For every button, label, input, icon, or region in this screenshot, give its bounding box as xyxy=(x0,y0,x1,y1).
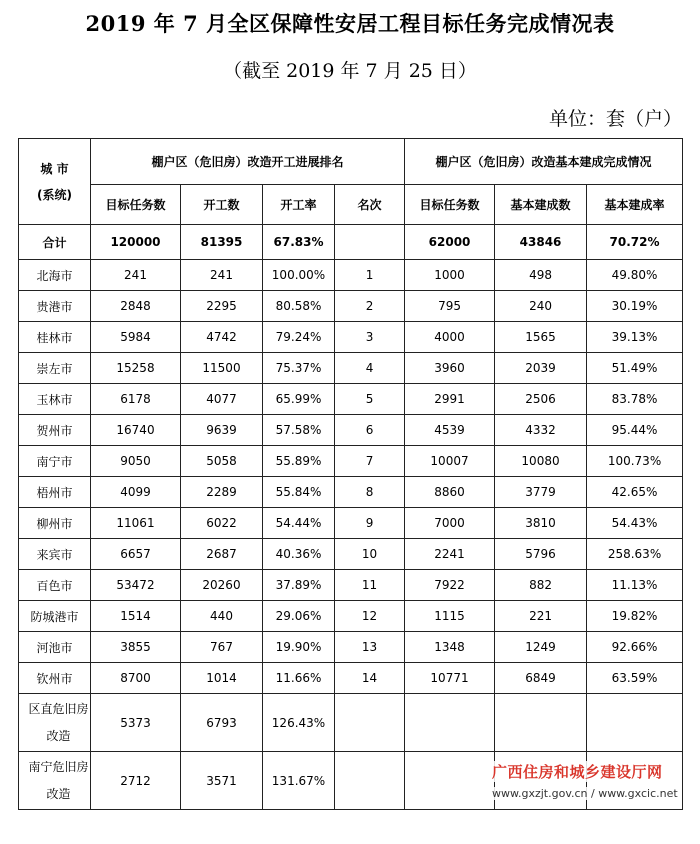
cell-target: 3855 xyxy=(91,632,181,663)
cell-target: 8700 xyxy=(91,663,181,694)
cell-target: 5984 xyxy=(91,322,181,353)
table-row xyxy=(19,291,683,322)
cell-start-rate: 80.58% xyxy=(263,291,335,322)
cell-start-rate: 57.58% xyxy=(263,415,335,446)
cell-rank: 11 xyxy=(335,570,405,601)
cell-rank: 3 xyxy=(335,322,405,353)
unit-label: 单位：套（户） xyxy=(548,108,682,130)
cell-target: 2848 xyxy=(91,291,181,322)
cell-city-name: 钦州市 xyxy=(19,663,91,694)
header-group-start: 棚户区（危旧房）改造开工进展排名 xyxy=(91,139,405,185)
cell-rank: 6 xyxy=(335,415,405,446)
cell-started: 9639 xyxy=(181,415,263,446)
cell-target2: 1000 xyxy=(405,260,495,291)
cell-started: 20260 xyxy=(181,570,263,601)
table-row xyxy=(19,353,683,384)
cell-started: 241 xyxy=(181,260,263,291)
cell-built: 1565 xyxy=(495,322,587,353)
cell-city-name: 柳州市 xyxy=(19,508,91,539)
cell-empty xyxy=(405,694,495,752)
cell-rank: 7 xyxy=(335,446,405,477)
cell-target2: 1115 xyxy=(405,601,495,632)
cell-built: 3810 xyxy=(495,508,587,539)
cell-rank: 4 xyxy=(335,353,405,384)
table-row xyxy=(19,539,683,570)
progress-table xyxy=(18,138,683,810)
cell-start-rate: 55.84% xyxy=(263,477,335,508)
cell-start-rate: 126.43% xyxy=(263,694,335,752)
cell-target2: 2991 xyxy=(405,384,495,415)
cell-start-rate: 79.24% xyxy=(263,322,335,353)
cell-empty xyxy=(495,694,587,752)
cell-rank: 5 xyxy=(335,384,405,415)
cell-start-rate: 11.66% xyxy=(263,663,335,694)
cell-city-name: 桂林市 xyxy=(19,322,91,353)
total-built-rate: 70.72% xyxy=(587,225,683,260)
cell-city-name: 百色市 xyxy=(19,570,91,601)
cell-built-rate: 39.13% xyxy=(587,322,683,353)
col-header-started: 开工数 xyxy=(181,185,263,225)
cell-started: 2295 xyxy=(181,291,263,322)
cell-started: 6793 xyxy=(181,694,263,752)
cell-started: 4742 xyxy=(181,322,263,353)
cell-target2: 8860 xyxy=(405,477,495,508)
page-title: 2019 年 7 月全区保障性安居工程目标任务完成情况表 xyxy=(85,11,615,36)
table-row xyxy=(19,260,683,291)
cell-built-rate: 100.73% xyxy=(587,446,683,477)
cell-city-name: 梧州市 xyxy=(19,477,91,508)
cell-city-name: 贵港市 xyxy=(19,291,91,322)
cell-built: 3779 xyxy=(495,477,587,508)
cell-built: 221 xyxy=(495,601,587,632)
cell-built-rate: 258.63% xyxy=(587,539,683,570)
cell-target: 6657 xyxy=(91,539,181,570)
cell-started: 2289 xyxy=(181,477,263,508)
page-subtitle: （截至 2019 年 7 月 25 日） xyxy=(223,60,477,82)
cell-target: 6178 xyxy=(91,384,181,415)
cell-built-rate: 92.66% xyxy=(587,632,683,663)
col-header-target: 目标任务数 xyxy=(91,185,181,225)
cell-built-rate: 54.43% xyxy=(587,508,683,539)
cell-target2: 2241 xyxy=(405,539,495,570)
cell-start-rate: 65.99% xyxy=(263,384,335,415)
total-target: 120000 xyxy=(91,225,181,260)
cell-built-rate: 83.78% xyxy=(587,384,683,415)
cell-start-rate: 54.44% xyxy=(263,508,335,539)
cell-built-rate: 11.13% xyxy=(587,570,683,601)
cell-target: 2712 xyxy=(91,752,181,810)
cell-built-rate: 19.82% xyxy=(587,601,683,632)
table-row xyxy=(19,601,683,632)
watermark xyxy=(492,761,692,801)
cell-started: 3571 xyxy=(181,752,263,810)
table-row xyxy=(19,322,683,353)
total-label: 合计 xyxy=(19,225,91,260)
cell-target2: 4000 xyxy=(405,322,495,353)
cell-city-name: 北海市 xyxy=(19,260,91,291)
cell-rank: 10 xyxy=(335,539,405,570)
cell-started: 5058 xyxy=(181,446,263,477)
cell-target2: 10007 xyxy=(405,446,495,477)
table-row xyxy=(19,508,683,539)
cell-rank: 9 xyxy=(335,508,405,539)
col-header-built-rate: 基本建成率 xyxy=(587,185,683,225)
cell-start-rate: 19.90% xyxy=(263,632,335,663)
col-header-start-rate: 开工率 xyxy=(263,185,335,225)
cell-built: 498 xyxy=(495,260,587,291)
cell-built-rate: 63.59% xyxy=(587,663,683,694)
cell-target2: 7922 xyxy=(405,570,495,601)
cell-target: 5373 xyxy=(91,694,181,752)
cell-city-name: 区直危旧房改造 xyxy=(19,694,91,752)
cell-start-rate: 29.06% xyxy=(263,601,335,632)
cell-built-rate: 51.49% xyxy=(587,353,683,384)
cell-built: 6849 xyxy=(495,663,587,694)
cell-rank: 12 xyxy=(335,601,405,632)
cell-built-rate: 49.80% xyxy=(587,260,683,291)
cell-built: 2506 xyxy=(495,384,587,415)
cell-start-rate: 55.89% xyxy=(263,446,335,477)
col-header-built: 基本建成数 xyxy=(495,185,587,225)
cell-city-name: 河池市 xyxy=(19,632,91,663)
cell-built-rate: 95.44% xyxy=(587,415,683,446)
header-group-built: 棚户区（危旧房）改造基本建成完成情况 xyxy=(405,139,683,185)
cell-started: 767 xyxy=(181,632,263,663)
cell-built-rate: 42.65% xyxy=(587,477,683,508)
cell-target: 53472 xyxy=(91,570,181,601)
cell-city-name: 贺州市 xyxy=(19,415,91,446)
header-city-line1: 城 市 xyxy=(40,161,69,176)
cell-target2: 795 xyxy=(405,291,495,322)
cell-target: 1514 xyxy=(91,601,181,632)
cell-built: 240 xyxy=(495,291,587,322)
total-rank xyxy=(335,225,405,260)
table-row xyxy=(19,570,683,601)
cell-target: 16740 xyxy=(91,415,181,446)
cell-empty xyxy=(587,694,683,752)
cell-started: 1014 xyxy=(181,663,263,694)
cell-empty xyxy=(405,752,495,810)
table-row xyxy=(19,415,683,446)
cell-city-name: 来宾市 xyxy=(19,539,91,570)
cell-city-name: 南宁危旧房改造 xyxy=(19,752,91,810)
cell-started: 11500 xyxy=(181,353,263,384)
cell-built: 4332 xyxy=(495,415,587,446)
cell-target2: 1348 xyxy=(405,632,495,663)
total-start-rate: 67.83% xyxy=(263,225,335,260)
watermark-title: 广西住房和城乡建设厅网 xyxy=(492,763,663,781)
table-row xyxy=(19,663,683,694)
table-row xyxy=(19,632,683,663)
cell-built: 2039 xyxy=(495,353,587,384)
cell-city-name: 南宁市 xyxy=(19,446,91,477)
cell-target2: 4539 xyxy=(405,415,495,446)
cell-target: 15258 xyxy=(91,353,181,384)
cell-target2: 10771 xyxy=(405,663,495,694)
cell-target: 11061 xyxy=(91,508,181,539)
cell-rank: 8 xyxy=(335,477,405,508)
cell-empty xyxy=(335,752,405,810)
table-row-extra xyxy=(19,694,683,752)
header-city-line2: (系统) xyxy=(37,187,72,202)
cell-started: 440 xyxy=(181,601,263,632)
cell-city-name: 玉林市 xyxy=(19,384,91,415)
total-row xyxy=(19,225,683,260)
cell-rank: 13 xyxy=(335,632,405,663)
total-target2: 62000 xyxy=(405,225,495,260)
cell-start-rate: 131.67% xyxy=(263,752,335,810)
cell-target: 241 xyxy=(91,260,181,291)
cell-target2: 7000 xyxy=(405,508,495,539)
cell-target: 4099 xyxy=(91,477,181,508)
cell-start-rate: 100.00% xyxy=(263,260,335,291)
col-header-target2: 目标任务数 xyxy=(405,185,495,225)
cell-city-name: 崇左市 xyxy=(19,353,91,384)
cell-started: 4077 xyxy=(181,384,263,415)
header-city xyxy=(19,139,91,225)
col-header-rank: 名次 xyxy=(335,185,405,225)
cell-empty xyxy=(335,694,405,752)
total-built: 43846 xyxy=(495,225,587,260)
total-started: 81395 xyxy=(181,225,263,260)
cell-built-rate: 30.19% xyxy=(587,291,683,322)
cell-built: 10080 xyxy=(495,446,587,477)
cell-target2: 3960 xyxy=(405,353,495,384)
cell-started: 6022 xyxy=(181,508,263,539)
cell-built: 5796 xyxy=(495,539,587,570)
cell-rank: 14 xyxy=(335,663,405,694)
cell-city-name: 防城港市 xyxy=(19,601,91,632)
cell-start-rate: 37.89% xyxy=(263,570,335,601)
cell-start-rate: 40.36% xyxy=(263,539,335,570)
cell-rank: 2 xyxy=(335,291,405,322)
table-row xyxy=(19,384,683,415)
cell-start-rate: 75.37% xyxy=(263,353,335,384)
table-row xyxy=(19,477,683,508)
watermark-url: www.gxzjt.gov.cn / www.gxcic.net xyxy=(492,787,678,800)
cell-rank: 1 xyxy=(335,260,405,291)
cell-started: 2687 xyxy=(181,539,263,570)
table-row xyxy=(19,446,683,477)
cell-target: 9050 xyxy=(91,446,181,477)
cell-built: 882 xyxy=(495,570,587,601)
cell-built: 1249 xyxy=(495,632,587,663)
